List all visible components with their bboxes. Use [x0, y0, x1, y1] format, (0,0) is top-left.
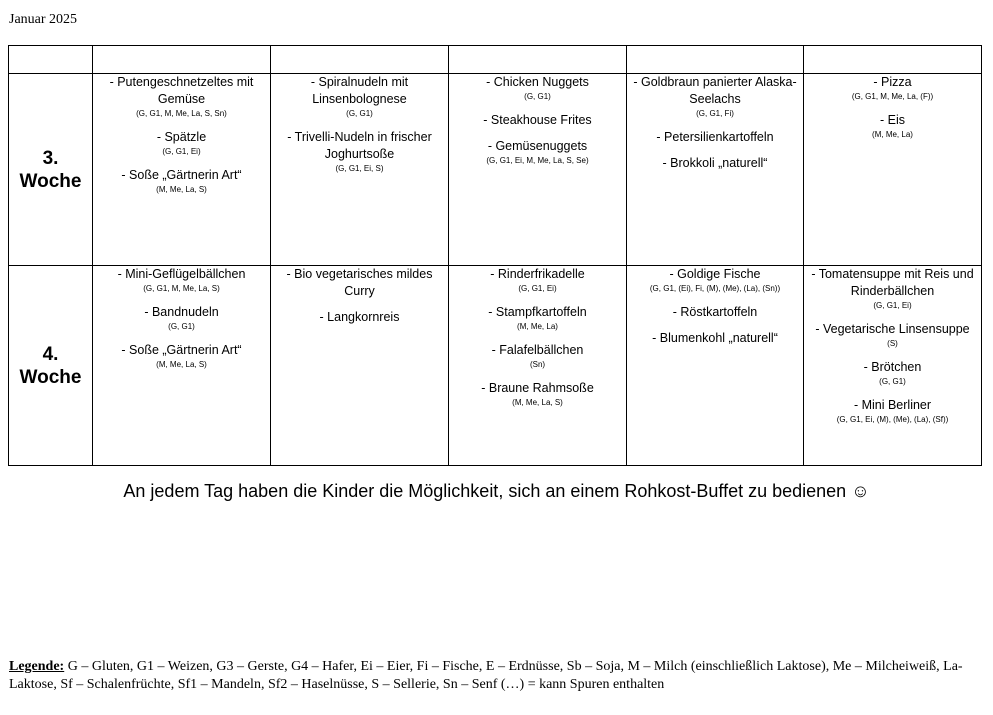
menu-item-allergens: (S): [887, 339, 898, 348]
legend: [9, 658, 969, 694]
menu-item: [93, 74, 270, 120]
day-cell: [449, 266, 627, 466]
menu-item: [449, 112, 626, 129]
menu-item: [93, 342, 270, 371]
legend-text: G – Gluten, G1 – Weizen, G3 – Gerste, G4 – Hafer, Ei – Eier, Fi – Fische, E – Erdnüsse, Sb – Soja, M – Milch (einschließlich Laktose), Me – Milcheiweiß, La- Laktose, Sf – Schalenfrüchte, Sf1 – Mandeln, Sf2 – Haselnüsse, S – Sellerie, Sn – Senf (…) = kann Spuren enthalten: [9, 659, 963, 692]
menu-item: [627, 266, 803, 295]
week-row: [9, 266, 982, 466]
menu-item: [627, 304, 803, 321]
menu-item: [93, 266, 270, 295]
menu-item-allergens: (G, G1): [346, 109, 373, 118]
menu-item: [449, 342, 626, 371]
menu-item-name: - Spätzle: [156, 130, 207, 144]
menu-item-allergens: (G, G1, Ei): [162, 147, 201, 156]
menu-item-allergens: (G, G1, M, Me, La, S): [143, 284, 220, 293]
menu-item: [93, 304, 270, 333]
day-cell: [271, 266, 449, 466]
menu-item-name: - Spiralnudeln mit Linsenbolognese: [310, 75, 409, 106]
menu-item-name: - Petersilienkartoffeln: [656, 130, 774, 144]
menu-item: [449, 266, 626, 295]
day-cell: [627, 74, 804, 266]
menu-item: [93, 129, 270, 158]
menu-item-allergens: (G, G1, Ei, S): [335, 164, 384, 173]
day-cell: [627, 266, 804, 466]
menu-item-name: - Eis: [880, 113, 905, 127]
week-label: [9, 266, 93, 466]
menu-item-name: - Vegetarische Linsensuppe: [815, 322, 970, 336]
menu-item-name: - Soße „Gärtnerin Art“: [121, 168, 242, 182]
menu-item: [627, 129, 803, 146]
menu-item: [271, 309, 448, 326]
day-cell: [804, 74, 982, 266]
day-cell: [449, 74, 627, 266]
menu-item-allergens: (G, G1): [879, 377, 906, 386]
menu-item: [627, 74, 803, 120]
menu-item-name: - Blumenkohl „naturell“: [652, 331, 778, 345]
menu-item-allergens: (M, Me, La): [517, 322, 558, 331]
menu-item-name: - Gemüsenuggets: [487, 139, 588, 153]
menu-item: [804, 74, 981, 103]
menu-item-name: - Mini-Geflügelbällchen: [117, 267, 246, 281]
menu-item-name: - Soße „Gärtnerin Art“: [121, 343, 242, 357]
header-cell: [627, 46, 804, 74]
header-cell: [271, 46, 449, 74]
menu-item: [271, 74, 448, 120]
menu-item: [804, 359, 981, 388]
menu-item-allergens: (M, Me, La, S): [156, 185, 207, 194]
menu-item-name: - Stampfkartoffeln: [488, 305, 587, 319]
menu-item-name: - Pizza: [873, 75, 912, 89]
menu-item-allergens: (G, G1, (Ei), Fi, (M), (Me), (La), (Sn)): [649, 284, 781, 293]
menu-item: [804, 397, 981, 426]
menu-item-allergens: (G, G1, M, Me, La, S, Sn): [136, 109, 227, 118]
menu-item-allergens: (M, Me, La, S): [512, 398, 563, 407]
menu-item: [804, 266, 981, 312]
week-word: Woche: [19, 170, 82, 192]
menu-item-allergens: (G, G1, Ei, M, Me, La, S, Se): [486, 156, 589, 165]
menu-item: [449, 138, 626, 167]
day-cell: [93, 266, 271, 466]
menu-item-allergens: (M, Me, La): [872, 130, 913, 139]
header-cell: [449, 46, 627, 74]
day-cell: [804, 266, 982, 466]
week-word: Woche: [19, 366, 82, 388]
menu-item-name: - Goldige Fische: [669, 267, 761, 281]
menu-item-allergens: (G, G1, Fi): [696, 109, 734, 118]
menu-item-name: - Falafelbällchen: [491, 343, 584, 357]
menu-item-name: - Bandnudeln: [144, 305, 219, 319]
menu-item: [449, 74, 626, 103]
week-label: [9, 74, 93, 266]
table-header-row: [9, 46, 982, 74]
menu-item-allergens: (G, G1): [168, 322, 195, 331]
day-cell: [93, 74, 271, 266]
menu-item-name: - Brokkoli „naturell“: [662, 156, 768, 170]
menu-item: [804, 112, 981, 141]
menu-item-name: - Steakhouse Frites: [483, 113, 592, 127]
buffet-note: An jedem Tag haben die Kinder die Möglichkeit, sich an einem Rohkost-Buffet zu bedienen ☺: [123, 481, 870, 501]
menu-item: [271, 129, 448, 175]
header-cell: [93, 46, 271, 74]
menu-item: [93, 167, 270, 196]
menu-item-name: - Mini Berliner: [853, 398, 932, 412]
menu-item-allergens: (Sn): [529, 360, 546, 369]
menu-item-name: - Braune Rahmsoße: [481, 381, 594, 395]
menu-item-allergens: (G, G1, Ei): [518, 284, 557, 293]
day-cell: [271, 74, 449, 266]
menu-table: [8, 45, 982, 466]
menu-item: [627, 155, 803, 172]
menu-item: [627, 330, 803, 347]
menu-item-allergens: (G, G1, M, Me, La, (F)): [851, 92, 934, 101]
menu-item-allergens: (G, G1, Ei): [873, 301, 912, 310]
menu-item-allergens: (G, G1): [524, 92, 551, 101]
week-number: 4.: [42, 343, 59, 365]
menu-item-allergens: (G, G1, Ei, (M), (Me), (La), (Sf)): [836, 415, 949, 424]
menu-item-name: - Tomatensuppe mit Reis und Rinderbällchen: [811, 267, 974, 298]
menu-item-name: - Brötchen: [863, 360, 922, 374]
header-cell: [9, 46, 93, 74]
menu-item-name: - Langkornreis: [319, 310, 400, 324]
menu-item: [804, 321, 981, 350]
menu-item-name: - Bio vegetarisches mildes Curry: [286, 267, 433, 298]
menu-item: [449, 304, 626, 333]
week-number: 3.: [42, 147, 59, 169]
menu-item-name: - Röstkartoffeln: [672, 305, 758, 319]
header-cell: [804, 46, 982, 74]
menu-item: [449, 380, 626, 409]
menu-item-allergens: (M, Me, La, S): [156, 360, 207, 369]
legend-label: Legende:: [9, 659, 65, 674]
menu-item: [271, 266, 448, 300]
menu-item-name: - Chicken Nuggets: [486, 75, 589, 89]
week-row: [9, 74, 982, 266]
menu-item-name: - Trivelli-Nudeln in frischer Joghurtsoße: [287, 130, 432, 161]
header-date: Januar 2025: [9, 12, 78, 27]
menu-item-name: - Putengeschnetzeltes mit Gemüse: [109, 75, 254, 106]
menu-item-name: - Rinderfrikadelle: [490, 267, 585, 281]
menu-item-name: - Goldbraun panierter Alaska-Seelachs: [633, 75, 797, 106]
